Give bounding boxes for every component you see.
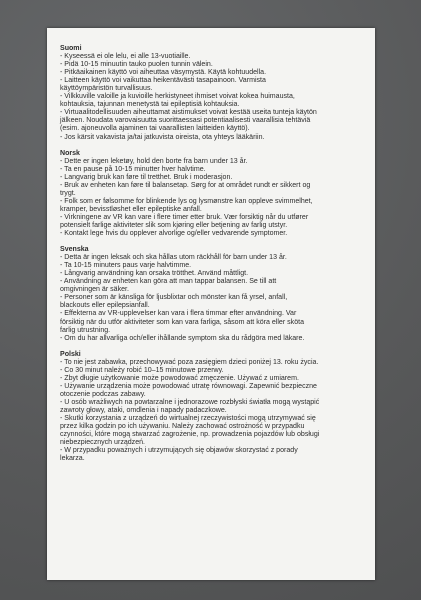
warning-line: trygt. xyxy=(60,189,76,197)
warning-line: - Używanie urządzenia może powodować utratę równowagi. Zapewnić bezpieczne xyxy=(60,382,317,390)
warning-line: jälkeen. Noudata varovaisuutta suorittaessasi potentiaalisesti vaarallisia tehtäviä xyxy=(60,117,311,125)
section-suomi xyxy=(60,45,365,142)
warning-line: - Langvarig bruk kan føre til tretthet. Bruk i moderasjon. xyxy=(60,173,233,181)
warning-line: potensielt farlige aktiviteter slik som kjøring eller betjening av farlig utstyr. xyxy=(60,221,288,229)
warning-line: - Jos kärsit vakavista ja/tai jatkuvista oireista, ota yhteys lääkäriin. xyxy=(60,133,265,141)
section-heading: Suomi xyxy=(60,45,82,52)
section-polski xyxy=(60,351,365,464)
warning-line: farlig utrustning. xyxy=(60,326,111,334)
warning-line: försiktig när du utför aktiviteter som kan vara farliga, såsom att köra eller sköta xyxy=(60,318,305,326)
instruction-leaflet xyxy=(47,28,375,580)
warning-line: niebezpiecznych urządzeń. xyxy=(60,439,146,447)
warning-line: - Pitkäaikainen käyttö voi aiheuttaa väsymystä. Käytä kohtuudella. xyxy=(60,69,267,77)
warning-line: - Pidä 10-15 minuutin tauko puolen tunnin välein. xyxy=(60,61,213,69)
warning-line: - Zbyt długie użytkowanie może powodować zmęczenie. Używać z umiarem. xyxy=(60,374,299,382)
warning-line: (esim. ajoneuvolla ajaminen tai vaarallisten laitteiden käyttö). xyxy=(60,125,250,133)
warning-line: - Ta en pause på 10-15 minutter hver halvtime. xyxy=(60,165,206,173)
warning-line: - Långvarig användning kan orsaka trötthet. Använd måttligt. xyxy=(60,270,249,278)
warning-line: - Virtuaalitodellisuuden aiheuttamat aistimukset voivat kestää useita tunteja käytön xyxy=(60,109,317,117)
warning-line: - Effekterna av VR-upplevelser kan vara i flera timmar efter användning. Var xyxy=(60,310,297,318)
warning-line: - Användning av enheten kan göra att man tappar balansen. Se till att xyxy=(60,278,277,286)
warning-line: - To nie jest zabawka, przechowywać poza zasięgiem dzieci poniżej 13. roku życia. xyxy=(60,358,319,366)
section-heading: Norsk xyxy=(60,149,80,157)
warning-line: - Skutki korzystania z urządzeń do wirtualnej rzeczywistości mogą utrzymywać się xyxy=(60,415,316,423)
warning-line: - Ta 10-15 minuters paus varje halvtimme. xyxy=(60,262,192,270)
section-heading: Polski xyxy=(60,350,81,358)
warning-line: - Folk som er følsomme for blinkende lys og lysmønstre kan oppleve svimmelhet, xyxy=(60,197,313,205)
warning-line: omgivningen är säker. xyxy=(60,286,129,294)
warning-line: - Bruk av enheten kan føre til balansetap. Sørg for at området rundt er sikkert og xyxy=(60,181,311,189)
warning-line: - Co 30 minut należy robić 10–15 minutowe przerwy. xyxy=(60,366,224,374)
warning-line: - Kyseessä ei ole lelu, ei alle 13-vuotiaille. xyxy=(60,53,191,61)
warning-line: - Personer som är känsliga för ljusblixtar och mönster kan få yrsel, anfall, xyxy=(60,294,288,302)
warning-line: zawroty głowy, ataki, omdlenia i napady padaczkowe. xyxy=(60,406,227,414)
warning-line: - Laitteen käyttö voi vaikuttaa heikentävästi tasapainoon. Varmista xyxy=(60,77,266,85)
warning-line: kohtauksia, tajunnan menetystä tai epileptisiä kohtauksia. xyxy=(60,101,240,109)
warning-line: - Virkningene av VR kan vare i flere timer etter bruk. Vær forsiktig når du utfører xyxy=(60,213,309,221)
warning-line: - Kontakt lege hvis du opplever alvorlige og/eller vedvarende symptomer. xyxy=(60,230,288,238)
safety-warnings xyxy=(60,45,365,463)
warning-line: przez kilka godzin po ich używaniu. Należy zachować ostrożność w przypadku xyxy=(60,423,305,431)
warning-line: lekarza. xyxy=(60,455,85,463)
warning-line: - Detta är ingen leksak och ska hållas utom räckhåll för barn under 13 år. xyxy=(60,254,287,262)
section-svenska xyxy=(60,246,365,343)
warning-line: - Vilkkuville valoille ja kuvioille herkistyneet ihmiset voivat kokea huimausta, xyxy=(60,93,295,101)
warning-line: kramper, bevisstløshet eller epileptiske anfall. xyxy=(60,205,202,213)
warning-line: blackouts eller epilepsianfall. xyxy=(60,302,150,310)
warning-line: käyttöympäristön turvallisuus. xyxy=(60,85,153,93)
warning-line: - U osób wrażliwych na powtarzalne i jednorazowe rozbłyski światła mogą wystąpić xyxy=(60,398,320,406)
warning-line: - Dette er ingen leketøy, hold den borte fra barn under 13 år. xyxy=(60,157,248,165)
warning-line: - Om du har allvarliga och/eller ihållande symptom ska du rådgöra med läkare. xyxy=(60,334,305,342)
warning-line: - W przypadku poważnych i utrzymujących się objawów skorzystać z porady xyxy=(60,447,298,455)
warning-line: otoczenie podczas zabawy. xyxy=(60,390,146,398)
section-heading: Svenska xyxy=(60,246,89,254)
section-norsk xyxy=(60,150,365,239)
warning-line: czynności, które mogą stwarzać zagrożenie, np. prowadzenia pojazdów lub obsługi xyxy=(60,431,320,439)
